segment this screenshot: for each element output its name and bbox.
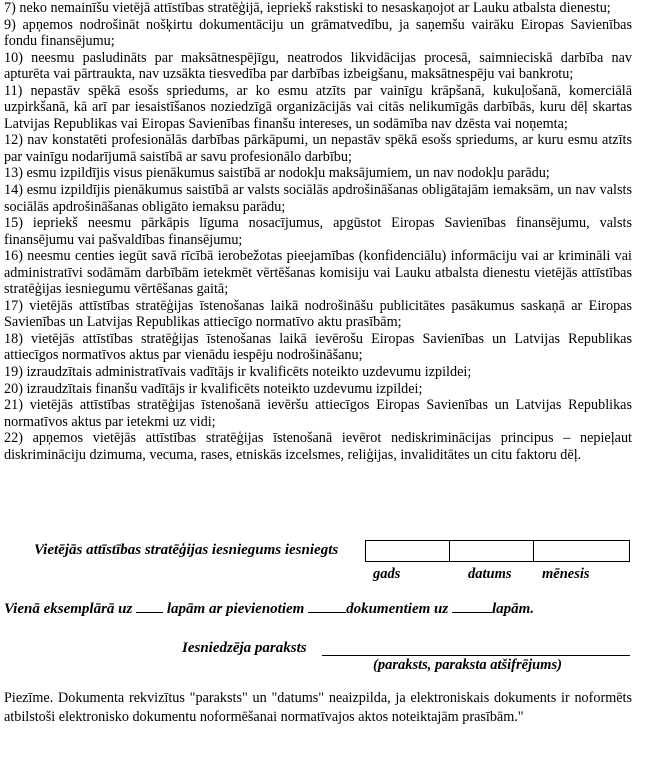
month-caption: mēnesis [542,566,590,582]
clause-10: 10) neesmu pasludināts par maksātnespējīgu, neatrodos likvidācijas procesā, saimnieciskā darbība nav apturēta vai pārtraukta, nav uzsākta tiesvedība par darbības izbeigšanu, maksātnespēju vai bankrotu; [4,49,632,83]
attachment-pages-blank[interactable] [452,598,492,613]
clause-7: 7) neko nemainīšu vietējā attīstības stratēģijā, iepriekš rakstiski to nesaskaņojot ar Lauku atbalsta dienestu; [4,0,611,16]
declaration-clauses [4,0,632,463]
clause-15: 15) iepriekš neesmu pārkāpis līguma nosacījumus, apgūstot Eiropas Savienības finansējumu, valsts finansējumu vai pašvaldības finansējumu; [4,215,632,248]
day-caption: datums [468,566,512,582]
clause-11: 11) nepastāv spēkā esošs spriedums, ar ko esmu atzīts par vainīgu krāpšanā, kukuļošanā, komerciālā uzpirkšanā, kā arī par iesaistīšanos noziedzīgā organizācijās vai citās nelikumīgās darbībās, kuru dēļ skartas Latvijas Republikas vai Eiropas Savienības finanšu intereses, un sodāmība nav dzēsta vai noņemta; [4,82,632,132]
day-input-box[interactable] [449,540,534,562]
note-paragraph: Piezīme. Dokumenta rekvizītus "paraksts" un "datums" neaizpilda, ja elektroniskais dokuments ir noformēts atbilstoši elektronisko dokumentu noformēšanai normatīvajos aktos noteiktajām prasībām." [4,690,632,725]
clause-17: 17) vietējās attīstības stratēģijas īstenošanas laikā nodrošināšu publicitātes pasākumus saskaņā ar Eiropas Savienības un Latvijas Republikas attiecīgo normatīvo aktu prasībām; [4,297,632,331]
year-caption: gads [373,566,401,582]
clause-9: 9) apņemos nodrošināt nošķirtu dokumentāciju un grāmatvedību, ja saņemšu vairāku Eiropas Savienības fondu finansējumu; [4,16,632,50]
signature-label: Iesniedzēja paraksts [182,640,307,656]
month-input-box[interactable] [533,540,630,562]
clause-21: 21) vietējās attīstības stratēģijas īstenošanā ievēršu attiecīgos Eiropas Savienības un Latvijas Republikas normatīvos aktus par ietekmi uz vidi; [4,397,632,430]
clause-19: 19) izraudzītais administratīvais vadītājs ir kvalificēts noteikto uzdevumu izpildei; [4,364,472,381]
submission-date-row [4,536,634,582]
pages-count-blank[interactable] [136,598,163,613]
clause-14: 14) esmu izpildījis pienākumus saistībā ar valsts sociālās apdrošināšanas obligātajām iemaksām, un nav valsts sociālās apdrošināšanas obligāto iemaksu parādu; [4,182,632,215]
clause-13: 13) esmu izpildījis visus pienākumus saistībā ar nodokļu maksājumiem, un nav nodokļu parādu; [4,165,550,182]
clause-20: 20) izraudzītais finanšu vadītājs ir kvalificēts noteikto uzdevumu izpildei; [4,380,423,397]
copies-text-2: lapām ar pievienotiem [166,601,309,617]
signature-row [4,638,634,678]
copies-text-3: dokumentiem uz [346,601,452,617]
clause-22: 22) apņemos vietējās attīstības stratēģijas īstenošanā ievērot nediskriminācijas principus – nepieļaut diskrimināciju dzimuma, vecuma, rases, etniskās izcelsmes, reliģijas, invaliditātes un citu faktoru dēļ. [4,430,632,463]
attachments-count-blank[interactable] [308,598,346,613]
signature-caption: (paraksts, paraksta atšifrējums) [373,657,562,673]
year-input-box[interactable] [365,540,450,562]
submission-label: Vietējās attīstības stratēģijas iesniegums iesniegts [34,542,339,558]
copies-pages-line [4,598,634,618]
copies-text-1: Vienā eksemplārā uz [4,601,137,617]
clause-12: 12) nav konstatēti profesionālās darbības pārkāpumi, un nepastāv spēkā esošs spriedums, ar kuru esmu atzīts par vainīgu nodarījumā saistībā ar savu profesionālo darbību; [4,132,632,165]
clause-16: 16) neesmu centies iegūt savā rīcībā ierobežotas pieejamības (konfidenciālu) informāciju vai ar krimināli vai administratīvi sodāmām darbībām ietekmēt vērtēšanas komisiju vai Lauku atbalsta dienestu vietējās attīstības stratēģijas iesniegumu vērtēšanas gaitā; [4,248,632,298]
clause-18: 18) vietējās attīstības stratēģijas īstenošanas laikā ievērošu Eiropas Savienības un Latvijas Republikas attiecīgos normatīvos aktus par vienādu iespēju nodrošināšanu; [4,330,632,364]
copies-text-4: lapām. [491,601,535,617]
signature-line[interactable] [322,655,630,656]
